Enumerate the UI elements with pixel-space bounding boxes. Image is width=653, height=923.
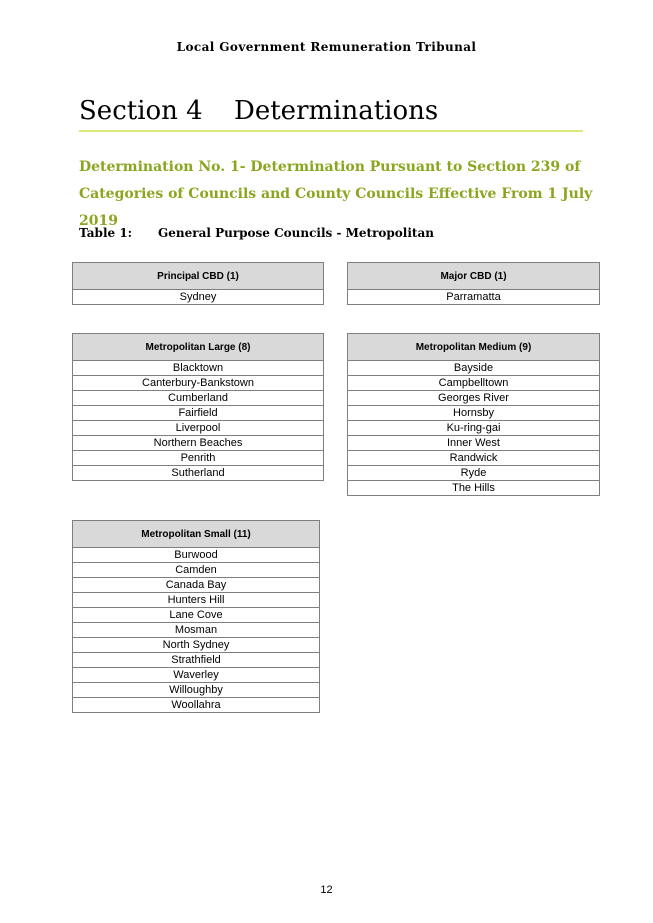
council-name: Northern Beaches [73,436,324,451]
determination-heading-line-2: Categories of Councils and County Councils Effective From 1 July 2019 [79,186,593,229]
section-name: Determinations [234,96,439,126]
council-name: Blacktown [73,361,324,376]
metropolitan-large-table [72,333,324,481]
table-row [73,421,324,436]
table-row [73,683,320,698]
determination-heading-line-1: Determination No. 1- Determination Pursuant to Section 239 of [79,159,581,175]
council-name: Strathfield [73,653,320,668]
table-row [348,436,600,451]
table-row [73,668,320,683]
table-row [73,578,320,593]
section-number: Section 4 [79,96,203,126]
table-caption [79,226,434,240]
council-name: Willoughby [73,683,320,698]
table-row [348,451,600,466]
table-caption-title: General Purpose Councils - Metropolitan [158,226,434,240]
table-row [73,653,320,668]
council-name: Sydney [73,290,324,305]
council-name: Cumberland [73,391,324,406]
table-heading: Metropolitan Large (8) [73,334,324,361]
table-row [73,698,320,713]
table-row [73,376,324,391]
council-name: Sutherland [73,466,324,481]
table-row [348,481,600,496]
council-name: Bayside [348,361,600,376]
council-name: Canada Bay [73,578,320,593]
council-name: Burwood [73,548,320,563]
table-row [73,593,320,608]
table-row [348,376,600,391]
table-row [348,421,600,436]
table-row [73,466,324,481]
table-row [73,361,324,376]
table-row [348,391,600,406]
table-row [348,466,600,481]
council-name: Camden [73,563,320,578]
council-name: Inner West [348,436,600,451]
table-row [73,638,320,653]
council-name: North Sydney [73,638,320,653]
running-header: Local Government Remuneration Tribunal [176,40,477,54]
table-row [73,406,324,421]
council-name: Hornsby [348,406,600,421]
table-row [73,451,324,466]
council-name: Georges River [348,391,600,406]
council-name: Parramatta [348,290,600,305]
table-row [73,563,320,578]
council-name: Liverpool [73,421,324,436]
table-row [73,391,324,406]
metropolitan-small-table [72,520,320,713]
table-row [348,406,600,421]
table-row [73,608,320,623]
council-name: Ryde [348,466,600,481]
table-row [73,623,320,638]
table-row [73,290,324,305]
council-name: The Hills [348,481,600,496]
table-caption-label: Table 1: [79,226,133,240]
council-name: Ku-ring-gai [348,421,600,436]
table-heading: Metropolitan Small (11) [73,521,320,548]
page-number: 12 [320,884,333,896]
table-row [348,361,600,376]
council-name: Penrith [73,451,324,466]
council-name: Randwick [348,451,600,466]
table-row [348,290,600,305]
determination-heading [79,154,599,235]
major-cbd-table [347,262,600,305]
council-name: Fairfield [73,406,324,421]
council-name: Canterbury-Bankstown [73,376,324,391]
council-name: Lane Cove [73,608,320,623]
council-name: Campbelltown [348,376,600,391]
table-heading: Major CBD (1) [348,263,600,290]
council-name: Mosman [73,623,320,638]
council-name: Hunters Hill [73,593,320,608]
metropolitan-medium-table [347,333,600,496]
table-heading: Principal CBD (1) [73,263,324,290]
council-name: Woollahra [73,698,320,713]
principal-cbd-table [72,262,324,305]
council-name: Waverley [73,668,320,683]
section-title [79,92,583,132]
table-heading: Metropolitan Medium (9) [348,334,600,361]
table-row [73,436,324,451]
table-row [73,548,320,563]
